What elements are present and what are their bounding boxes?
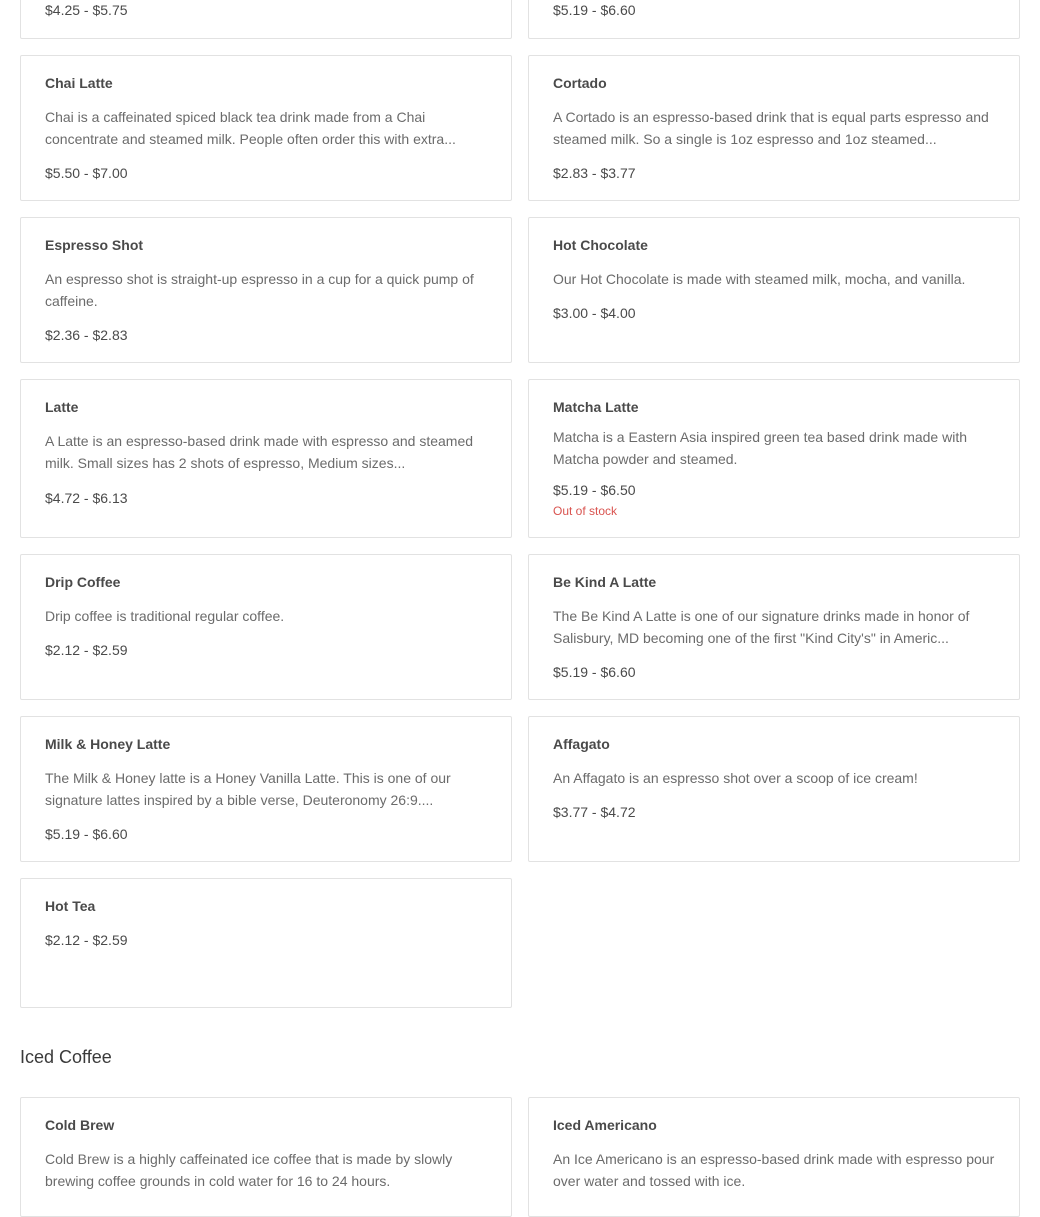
section-title-iced-coffee: Iced Coffee: [20, 1047, 112, 1067]
menu-item-card[interactable]: [528, 0, 1020, 39]
menu-item-card-chai-latte[interactable]: [20, 55, 512, 201]
item-name: Matcha Latte: [553, 399, 639, 415]
item-price: $5.50 - $7.00: [45, 165, 128, 181]
menu-item-card-cortado[interactable]: [528, 55, 1020, 201]
item-price: $4.72 - $6.13: [45, 490, 128, 506]
menu-item-card-hot-chocolate[interactable]: [528, 217, 1020, 363]
item-name: Milk & Honey Latte: [45, 736, 171, 752]
item-name: Iced Americano: [553, 1117, 657, 1133]
menu-item-card-matcha-latte[interactable]: [528, 379, 1020, 538]
item-name: Drip Coffee: [45, 574, 121, 590]
menu-item-card-affagato[interactable]: [528, 716, 1020, 862]
item-description: A Latte is an espresso-based drink made with espresso and steamed milk. Small sizes has 2 shots of espresso, Medium sizes...: [45, 433, 474, 471]
item-description: Matcha is a Eastern Asia inspired green tea based drink made with Matcha powder and steamed.: [553, 429, 968, 467]
item-name: Be Kind A Latte: [553, 574, 657, 590]
item-price: $2.12 - $2.59: [45, 932, 128, 948]
item-price: $2.12 - $2.59: [45, 642, 128, 658]
item-description: Cold Brew is a highly caffeinated ice coffee that is made by slowly brewing coffee grounds in cold water for 16 to 24 hours.: [45, 1151, 453, 1189]
item-description: An Ice Americano is an espresso-based drink made with espresso pour over water and tossed with ice.: [553, 1151, 995, 1189]
menu-item-card-milk-honey-latte[interactable]: [20, 716, 512, 862]
item-description: The Milk & Honey latte is a Honey Vanilla Latte. This is one of our signature lattes inspired by a bible verse, Deuteronomy 26:9....: [45, 770, 451, 808]
item-price: $2.36 - $2.83: [45, 327, 128, 343]
menu-item-card-latte[interactable]: [20, 379, 512, 538]
item-price: $5.19 - $6.60: [553, 664, 636, 680]
item-name: Hot Chocolate: [553, 237, 648, 253]
item-description: Chai is a caffeinated spiced black tea drink made from a Chai concentrate and steamed milk. People often order this with extra...: [45, 109, 456, 147]
item-description: Our Hot Chocolate is made with steamed milk, mocha, and vanilla.: [553, 271, 966, 287]
menu-item-card-hot-tea[interactable]: [20, 878, 512, 1008]
item-name: Cortado: [553, 75, 607, 91]
out-of-stock-label: Out of stock: [553, 504, 618, 518]
item-price: $5.19 - $6.60: [553, 2, 636, 18]
item-price: $5.19 - $6.60: [45, 826, 128, 842]
item-name: Cold Brew: [45, 1117, 115, 1133]
menu-item-card-espresso-shot[interactable]: [20, 217, 512, 363]
menu-item-card-cold-brew[interactable]: [20, 1097, 512, 1217]
item-name: Espresso Shot: [45, 237, 144, 253]
item-price: $4.25 - $5.75: [45, 2, 128, 18]
item-description: An espresso shot is straight-up espresso in a cup for a quick pump of caffeine.: [45, 271, 474, 309]
menu-item-card-iced-americano[interactable]: [528, 1097, 1020, 1217]
item-price: $5.19 - $6.50: [553, 482, 636, 498]
item-price: $3.77 - $4.72: [553, 804, 636, 820]
item-price: $3.00 - $4.00: [553, 305, 636, 321]
item-price: $2.83 - $3.77: [553, 165, 636, 181]
menu-item-card-drip-coffee[interactable]: [20, 554, 512, 700]
menu-item-card[interactable]: [20, 0, 512, 39]
item-description: Drip coffee is traditional regular coffee.: [45, 608, 285, 624]
item-description: The Be Kind A Latte is one of our signature drinks made in honor of Salisbury, MD becoming one of the first "Kind City's" in Americ...: [553, 608, 970, 646]
item-name: Affagato: [553, 736, 610, 752]
menu-item-card-be-kind-a-latte[interactable]: [528, 554, 1020, 700]
item-description: A Cortado is an espresso-based drink that is equal parts espresso and steamed milk. So a single is 1oz espresso and 1oz steamed...: [553, 109, 989, 147]
item-description: An Affagato is an espresso shot over a scoop of ice cream!: [553, 770, 918, 786]
item-name: Hot Tea: [45, 898, 96, 914]
item-name: Chai Latte: [45, 75, 113, 91]
item-name: Latte: [45, 399, 79, 415]
